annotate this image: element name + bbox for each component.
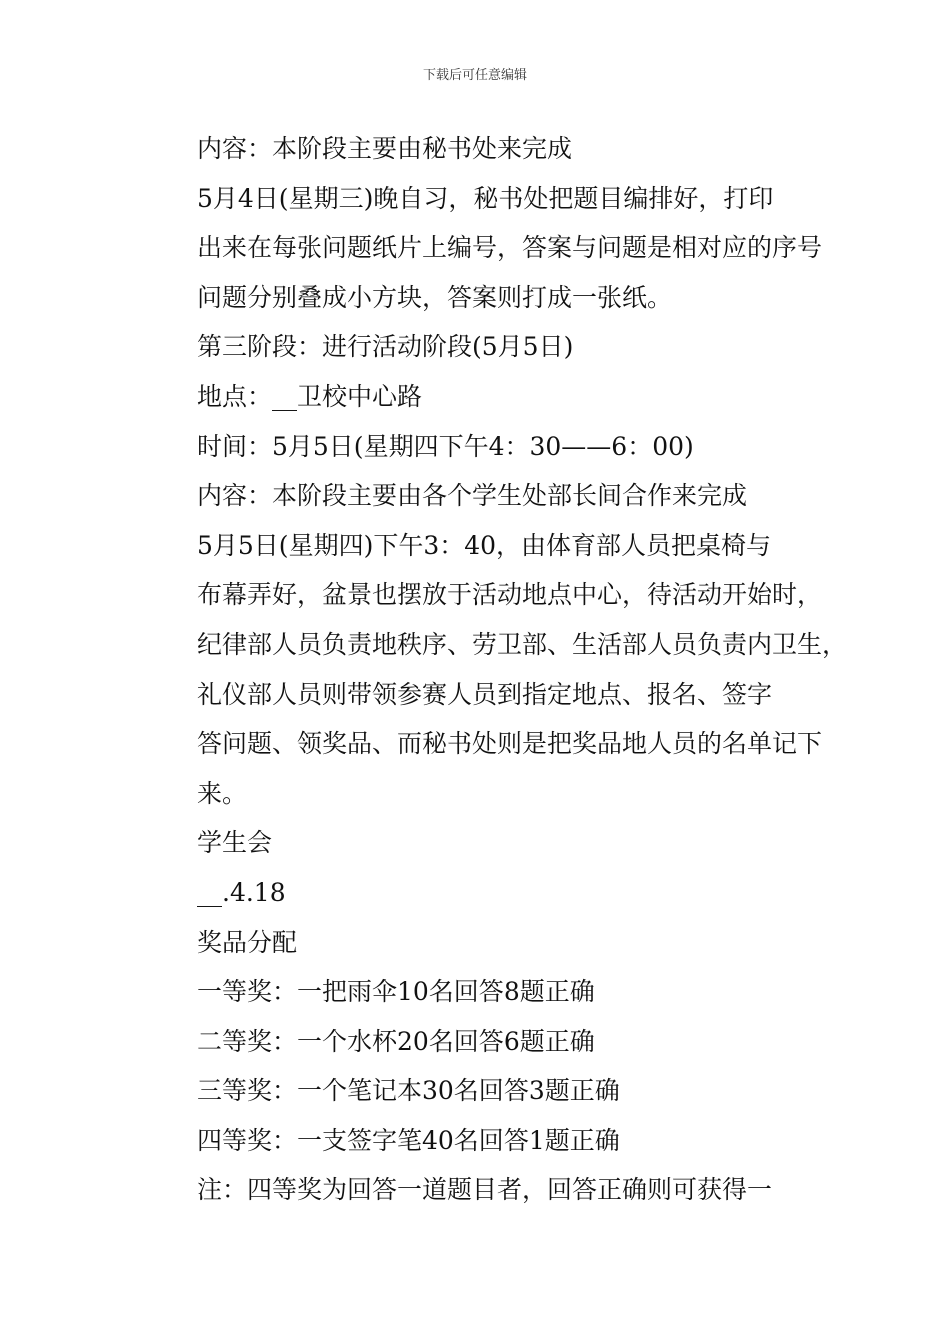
text-line: __.4.18: [197, 877, 286, 907]
paragraph: [147, 521, 848, 670]
text-line: 四等奖：一支签字笔40名回答1题正确: [197, 1125, 620, 1155]
text-line: 来。: [197, 778, 248, 808]
text-line: 三等奖：一个笔记本30名回答3题正确: [197, 1076, 620, 1106]
paragraph: [147, 124, 807, 174]
text-line: 一等奖：一把雨伞10名回答8题正确: [197, 977, 595, 1007]
text-line: 注：四等奖为回答一道题目者，回答正确则可获得一: [197, 1175, 773, 1205]
paragraph: [147, 868, 807, 918]
text-line: 二等奖：一个水杯20名回答6题正确: [197, 1026, 595, 1056]
text-line: 学生会: [197, 828, 273, 858]
text-line: 奖品分配: [197, 927, 298, 957]
text-line: 问题分别叠成小方块，答案则打成一张纸。: [197, 282, 673, 312]
text-line: 内容：本阶段主要由各个学生处部长间合作来完成: [197, 481, 748, 511]
text-line: 5月4日(星期三)晚自习，秘书处把题目编排好，打印: [197, 183, 774, 213]
text-line: 答问题、领奖品、而秘书处则是把奖品地人员的名单记下: [197, 729, 823, 759]
paragraph: [147, 471, 807, 521]
document-body: [147, 124, 848, 1215]
paragraph: [147, 818, 807, 868]
paragraph: [147, 322, 807, 372]
paragraph: [147, 1017, 807, 1067]
text-line: 纪律部人员负责地秩序、劳卫部、生活部人员负责内卫生，: [197, 629, 848, 659]
paragraph: [147, 1116, 807, 1166]
paragraph: [147, 1066, 807, 1116]
paragraph: [147, 670, 823, 819]
paragraph: [147, 918, 807, 968]
text-line: 布幕弄好，盆景也摆放于活动地点中心，待活动开始时，: [197, 580, 823, 610]
paragraph: [147, 422, 807, 472]
paragraph: [147, 1165, 807, 1215]
text-line: 礼仪部人员则带领参赛人员到指定地点、报名、签字: [197, 679, 773, 709]
paragraph: [147, 372, 807, 422]
text-line: 5月5日(星期四)下午3：40，由体育部人员把桌椅与: [197, 530, 772, 560]
text-line: 第三阶段：进行活动阶段(5月5日): [197, 332, 574, 362]
text-line: 时间：5月5日(星期四下午4：30——6：00): [197, 431, 694, 461]
text-line: 出来在每张问题纸片上编号，答案与问题是相对应的序号: [197, 233, 823, 263]
paragraph: [147, 174, 823, 323]
text-line: 内容：本阶段主要由秘书处来完成: [197, 134, 573, 163]
text-line: 地点：__卫校中心路: [197, 381, 423, 411]
paragraph: [147, 967, 807, 1017]
header-note: 下载后可任意编辑: [422, 68, 527, 83]
